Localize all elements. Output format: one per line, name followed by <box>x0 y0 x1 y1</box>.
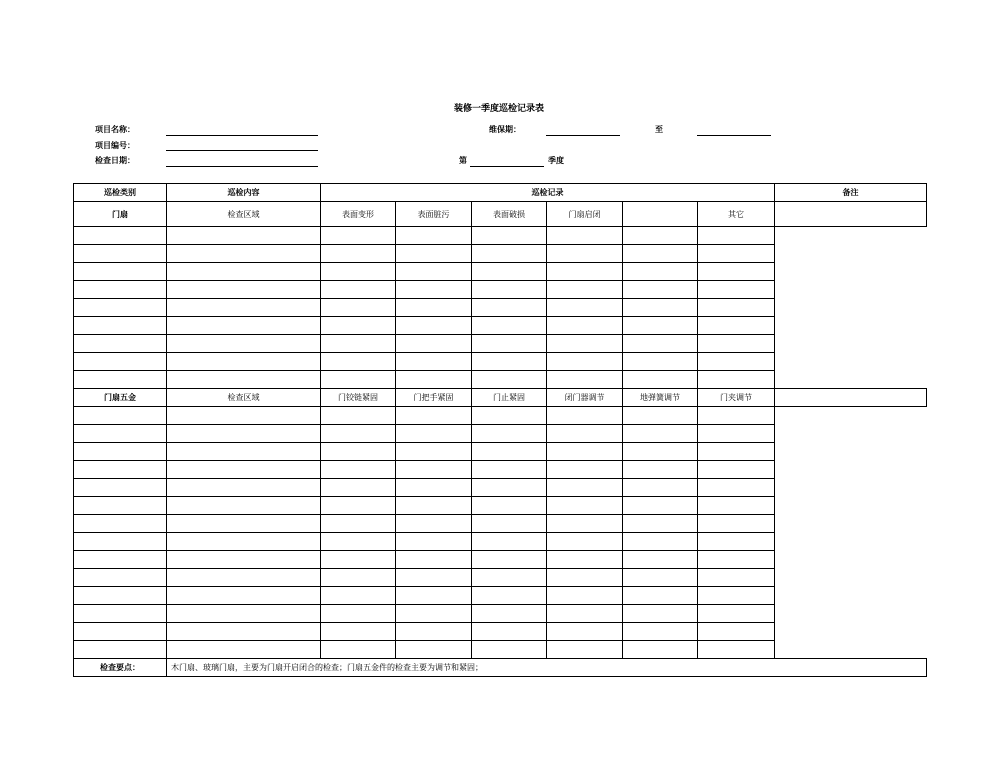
section2-entry-cell[interactable] <box>623 641 698 659</box>
section1-entry-cell[interactable] <box>472 353 547 371</box>
section1-entry-cell[interactable] <box>547 263 623 281</box>
section2-entry-cell[interactable] <box>74 425 167 443</box>
section2-entry-cell[interactable] <box>472 443 547 461</box>
section2-entry-cell[interactable] <box>472 461 547 479</box>
section2-entry-row <box>74 461 927 479</box>
document-title: 装修一季度巡检记录表 <box>453 104 544 114</box>
section2-entry-cell[interactable] <box>321 425 396 443</box>
section1-entry-cell[interactable] <box>623 227 698 245</box>
section1-entry-cell[interactable] <box>698 245 775 263</box>
section1-entry-cell[interactable] <box>321 353 396 371</box>
section1-item: 表面变形 <box>321 202 396 227</box>
section2-entry-cell[interactable] <box>547 515 623 533</box>
section1-remark-cell[interactable] <box>775 202 927 227</box>
section1-item: 表面破损 <box>472 202 547 227</box>
section2-entry-cell[interactable] <box>321 605 396 623</box>
section2-entry-cell[interactable] <box>547 443 623 461</box>
section2-entry-cell[interactable] <box>396 425 472 443</box>
section1-subheader-row <box>74 202 927 227</box>
section2-entry-cell[interactable] <box>321 533 396 551</box>
section2-entry-cell[interactable] <box>547 479 623 497</box>
section1-entry-cell[interactable] <box>547 371 623 389</box>
section2-entry-cell[interactable] <box>698 569 775 587</box>
section2-entry-cell[interactable] <box>74 533 167 551</box>
section2-entry-cell[interactable] <box>623 479 698 497</box>
section1-entry-cell[interactable] <box>74 245 167 263</box>
section2-entry-cell[interactable] <box>547 407 623 425</box>
section1-entry-cell[interactable] <box>167 281 321 299</box>
section2-entry-row <box>74 425 927 443</box>
section2-entry-cell[interactable] <box>74 623 167 641</box>
section2-entry-cell[interactable] <box>623 605 698 623</box>
section1-entry-cell[interactable] <box>321 263 396 281</box>
section2-entry-cell[interactable] <box>74 497 167 515</box>
section2-entry-cell[interactable] <box>472 407 547 425</box>
section1-entry-cell[interactable] <box>698 281 775 299</box>
section2-entry-cell[interactable] <box>472 479 547 497</box>
project-number-label: 项目编号： <box>95 141 135 150</box>
section1-entry-row <box>74 371 927 389</box>
section2-entry-cell[interactable] <box>74 587 167 605</box>
section1-entry-cell[interactable] <box>698 299 775 317</box>
section2-entry-cell[interactable] <box>547 641 623 659</box>
section1-entry-row <box>74 245 927 263</box>
warranty-start-field[interactable] <box>546 135 620 136</box>
section2-entry-cell[interactable] <box>321 623 396 641</box>
section2-entry-cell[interactable] <box>167 479 321 497</box>
section1-entry-cell[interactable] <box>74 299 167 317</box>
section1-area-label: 检查区域 <box>167 202 321 227</box>
section1-entry-cell[interactable] <box>396 299 472 317</box>
section2-entry-cell[interactable] <box>698 641 775 659</box>
section2-entry-cell[interactable] <box>472 533 547 551</box>
section2-entry-cell[interactable] <box>321 479 396 497</box>
section1-entry-cell[interactable] <box>623 245 698 263</box>
section2-item: 门夹调节 <box>698 389 775 407</box>
section1-entry-cell[interactable] <box>74 335 167 353</box>
section2-entry-cell[interactable] <box>472 587 547 605</box>
section2-entry-cell[interactable] <box>321 515 396 533</box>
warranty-period-label: 维保期： <box>489 125 521 134</box>
section2-item: 地弹簧调节 <box>623 389 698 407</box>
quarter-suffix-label: 季度 <box>548 156 564 165</box>
section2-entry-cell[interactable] <box>321 407 396 425</box>
section1-entry-cell[interactable] <box>74 317 167 335</box>
section1-item <box>623 202 698 227</box>
section2-entry-row <box>74 569 927 587</box>
section1-entry-cell[interactable] <box>167 317 321 335</box>
section2-entry-cell[interactable] <box>547 551 623 569</box>
quarter-prefix-label: 第 <box>459 156 467 165</box>
section1-entry-cell[interactable] <box>167 227 321 245</box>
section1-entry-cell[interactable] <box>472 245 547 263</box>
section2-entry-cell[interactable] <box>698 461 775 479</box>
section1-entry-cell[interactable] <box>623 353 698 371</box>
section1-entry-cell[interactable] <box>396 317 472 335</box>
section1-entry-cell[interactable] <box>167 335 321 353</box>
section1-entry-row <box>74 353 927 371</box>
section2-entry-cell[interactable] <box>547 461 623 479</box>
section2-entry-cell[interactable] <box>321 569 396 587</box>
section1-entry-cell[interactable] <box>321 281 396 299</box>
check-date-label: 检查日期： <box>95 156 135 165</box>
section2-item: 门把手紧固 <box>396 389 472 407</box>
notes-label: 检查要点： <box>74 659 167 677</box>
section2-entry-cell[interactable] <box>547 605 623 623</box>
section2-entry-row <box>74 533 927 551</box>
section1-entry-cell[interactable] <box>623 299 698 317</box>
inspection-table <box>73 183 927 677</box>
section2-entry-cell[interactable] <box>74 551 167 569</box>
section2-entry-cell[interactable] <box>623 569 698 587</box>
section1-entry-cell[interactable] <box>472 299 547 317</box>
section2-entry-cell[interactable] <box>167 515 321 533</box>
section2-entry-row <box>74 587 927 605</box>
section2-entry-cell[interactable] <box>167 497 321 515</box>
col-record-header: 巡检记录 <box>321 184 775 202</box>
section1-entry-cell[interactable] <box>396 281 472 299</box>
section2-entry-cell[interactable] <box>167 425 321 443</box>
section1-entry-row <box>74 317 927 335</box>
section2-entry-row <box>74 407 927 425</box>
section2-entry-cell[interactable] <box>167 641 321 659</box>
section1-entry-cell[interactable] <box>74 371 167 389</box>
section2-entry-cell[interactable] <box>321 641 396 659</box>
section2-entry-cell[interactable] <box>698 605 775 623</box>
section1-item: 表面脏污 <box>396 202 472 227</box>
section2-entry-cell[interactable] <box>623 551 698 569</box>
section1-entry-row <box>74 227 927 245</box>
section1-entry-row <box>74 263 927 281</box>
section2-entry-cell[interactable] <box>623 587 698 605</box>
section1-entry-cell[interactable] <box>167 371 321 389</box>
section1-entry-cell[interactable] <box>321 299 396 317</box>
section2-entry-cell[interactable] <box>698 407 775 425</box>
check-date-field[interactable] <box>166 166 318 167</box>
section2-entry-cell[interactable] <box>167 443 321 461</box>
section2-entry-row <box>74 623 927 641</box>
section2-entry-cell[interactable] <box>396 623 472 641</box>
section1-entry-cell[interactable] <box>698 335 775 353</box>
section1-entry-cell[interactable] <box>396 335 472 353</box>
section1-entry-cell[interactable] <box>321 317 396 335</box>
section2-entry-cell[interactable] <box>623 623 698 641</box>
col-category-header: 巡检类别 <box>74 184 167 202</box>
section2-entry-cell[interactable] <box>396 515 472 533</box>
section2-entry-cell[interactable] <box>167 551 321 569</box>
section1-entry-cell[interactable] <box>321 371 396 389</box>
section1-entry-cell[interactable] <box>74 281 167 299</box>
section1-entry-cell[interactable] <box>698 227 775 245</box>
section2-entry-cell[interactable] <box>547 497 623 515</box>
section1-entry-cell[interactable] <box>547 245 623 263</box>
section1-entry-cell[interactable] <box>547 353 623 371</box>
section1-entry-cell[interactable] <box>167 263 321 281</box>
section2-entry-cell[interactable] <box>623 497 698 515</box>
section1-entry-cell[interactable] <box>321 245 396 263</box>
section2-entry-cell[interactable] <box>623 461 698 479</box>
section2-entry-cell[interactable] <box>547 623 623 641</box>
section1-entry-cell[interactable] <box>472 227 547 245</box>
section1-entry-cell[interactable] <box>167 353 321 371</box>
section2-remark-cell[interactable] <box>775 389 927 407</box>
section2-entry-cell[interactable] <box>396 533 472 551</box>
section2-area-label: 检查区域 <box>167 389 321 407</box>
section1-entry-cell[interactable] <box>698 317 775 335</box>
section2-entry-cell[interactable] <box>698 587 775 605</box>
section1-item: 其它 <box>698 202 775 227</box>
section2-entry-cell[interactable] <box>321 443 396 461</box>
section2-entry-cell[interactable] <box>167 569 321 587</box>
section2-entry-cell[interactable] <box>396 407 472 425</box>
section2-entry-cell[interactable] <box>698 533 775 551</box>
notes-row <box>74 659 927 677</box>
warranty-end-field[interactable] <box>697 135 771 136</box>
section2-entry-cell[interactable] <box>472 425 547 443</box>
section1-entry-cell[interactable] <box>698 263 775 281</box>
section2-entry-cell[interactable] <box>623 425 698 443</box>
section2-entry-cell[interactable] <box>547 587 623 605</box>
section1-entry-cell[interactable] <box>623 263 698 281</box>
section1-category: 门扇 <box>74 202 167 227</box>
section2-entry-cell[interactable] <box>396 569 472 587</box>
section2-subheader-row <box>74 389 927 407</box>
section2-category: 门扇五金 <box>74 389 167 407</box>
section2-entry-row <box>74 551 927 569</box>
section2-entry-cell[interactable] <box>396 479 472 497</box>
section2-item: 闭门器调节 <box>547 389 623 407</box>
section2-entry-cell[interactable] <box>547 533 623 551</box>
section2-entry-cell[interactable] <box>74 443 167 461</box>
section1-entry-cell[interactable] <box>167 299 321 317</box>
section2-entry-cell[interactable] <box>698 425 775 443</box>
section2-entry-cell[interactable] <box>396 587 472 605</box>
section1-entry-cell[interactable] <box>472 281 547 299</box>
section2-entry-cell[interactable] <box>547 425 623 443</box>
section2-entry-cell[interactable] <box>472 641 547 659</box>
section2-entry-cell[interactable] <box>472 515 547 533</box>
section1-entry-row <box>74 335 927 353</box>
section1-entry-cell[interactable] <box>396 371 472 389</box>
section1-entry-cell[interactable] <box>396 263 472 281</box>
section2-entry-cell[interactable] <box>321 461 396 479</box>
project-number-field[interactable] <box>166 150 318 151</box>
warranty-to-label: 至 <box>655 125 663 134</box>
section2-entry-cell[interactable] <box>472 497 547 515</box>
section1-entry-cell[interactable] <box>74 227 167 245</box>
section2-entry-cell[interactable] <box>167 587 321 605</box>
section1-entry-cell[interactable] <box>321 335 396 353</box>
section2-item: 门铰链紧固 <box>321 389 396 407</box>
section2-entry-cell[interactable] <box>74 641 167 659</box>
quarter-field[interactable] <box>470 166 544 167</box>
section2-entry-cell[interactable] <box>167 605 321 623</box>
section2-entry-cell[interactable] <box>623 407 698 425</box>
section2-entry-cell[interactable] <box>698 497 775 515</box>
section1-entry-cell[interactable] <box>396 227 472 245</box>
section1-entry-cell[interactable] <box>623 317 698 335</box>
section2-entry-cell[interactable] <box>74 569 167 587</box>
section1-entry-cell[interactable] <box>547 317 623 335</box>
section2-entry-row <box>74 497 927 515</box>
section2-entry-cell[interactable] <box>167 623 321 641</box>
section1-entry-cell[interactable] <box>74 353 167 371</box>
col-remark-header: 备注 <box>775 184 927 202</box>
section1-entry-cell[interactable] <box>396 353 472 371</box>
section2-entry-row <box>74 641 927 659</box>
section2-entry-cell[interactable] <box>321 551 396 569</box>
col-content-header: 巡检内容 <box>167 184 321 202</box>
section1-entry-cell[interactable] <box>698 371 775 389</box>
section2-entry-cell[interactable] <box>623 533 698 551</box>
section2-entry-cell[interactable] <box>547 569 623 587</box>
section1-entry-cell[interactable] <box>321 227 396 245</box>
section2-entry-cell[interactable] <box>321 497 396 515</box>
section2-entry-cell[interactable] <box>698 443 775 461</box>
section2-entry-cell[interactable] <box>396 605 472 623</box>
project-name-label: 项目名称： <box>95 125 135 134</box>
section2-entry-cell[interactable] <box>74 407 167 425</box>
section2-entry-cell[interactable] <box>74 515 167 533</box>
section2-entry-cell[interactable] <box>698 551 775 569</box>
section1-entry-cell[interactable] <box>547 281 623 299</box>
section2-entry-cell[interactable] <box>472 623 547 641</box>
section1-entry-cell[interactable] <box>698 353 775 371</box>
section1-entry-row <box>74 281 927 299</box>
section2-entry-cell[interactable] <box>74 479 167 497</box>
section1-entry-row <box>74 299 927 317</box>
section2-entry-row <box>74 605 927 623</box>
section1-entry-cell[interactable] <box>623 335 698 353</box>
section1-entry-cell[interactable] <box>623 371 698 389</box>
section2-entry-cell[interactable] <box>396 443 472 461</box>
section2-item: 门止紧固 <box>472 389 547 407</box>
section2-entry-cell[interactable] <box>396 641 472 659</box>
section1-entry-cell[interactable] <box>396 245 472 263</box>
section2-entry-row <box>74 479 927 497</box>
section1-entry-cell[interactable] <box>74 263 167 281</box>
section1-entry-cell[interactable] <box>472 317 547 335</box>
table-header-row <box>74 184 927 202</box>
section1-entry-cell[interactable] <box>547 227 623 245</box>
section1-entry-cell[interactable] <box>472 371 547 389</box>
notes-text: 木门扇、玻璃门扇，主要为门扇开启闭合的检查；门扇五金件的检查主要为调节和紧固； <box>167 659 927 677</box>
section2-entry-cell[interactable] <box>472 551 547 569</box>
project-name-field[interactable] <box>166 135 318 136</box>
section1-entry-cell[interactable] <box>472 335 547 353</box>
section2-entry-cell[interactable] <box>698 479 775 497</box>
section1-entry-cell[interactable] <box>472 263 547 281</box>
section2-entry-cell[interactable] <box>167 533 321 551</box>
section1-item: 门扇启闭 <box>547 202 623 227</box>
section2-entry-cell[interactable] <box>167 461 321 479</box>
section1-entry-cell[interactable] <box>167 245 321 263</box>
section2-entry-cell[interactable] <box>623 443 698 461</box>
section2-entry-cell[interactable] <box>698 623 775 641</box>
section2-entry-row <box>74 443 927 461</box>
section1-entry-cell[interactable] <box>547 335 623 353</box>
section2-entry-cell[interactable] <box>396 497 472 515</box>
section2-entry-cell[interactable] <box>698 515 775 533</box>
section1-entry-cell[interactable] <box>547 299 623 317</box>
section2-entry-cell[interactable] <box>321 587 396 605</box>
section1-entry-cell[interactable] <box>623 281 698 299</box>
section2-entry-cell[interactable] <box>396 551 472 569</box>
section2-entry-cell[interactable] <box>74 461 167 479</box>
section2-entry-cell[interactable] <box>472 569 547 587</box>
section2-entry-cell[interactable] <box>396 461 472 479</box>
section2-entry-cell[interactable] <box>623 515 698 533</box>
section2-entry-cell[interactable] <box>472 605 547 623</box>
section2-entry-cell[interactable] <box>167 407 321 425</box>
section2-entry-cell[interactable] <box>74 605 167 623</box>
section2-entry-row <box>74 515 927 533</box>
